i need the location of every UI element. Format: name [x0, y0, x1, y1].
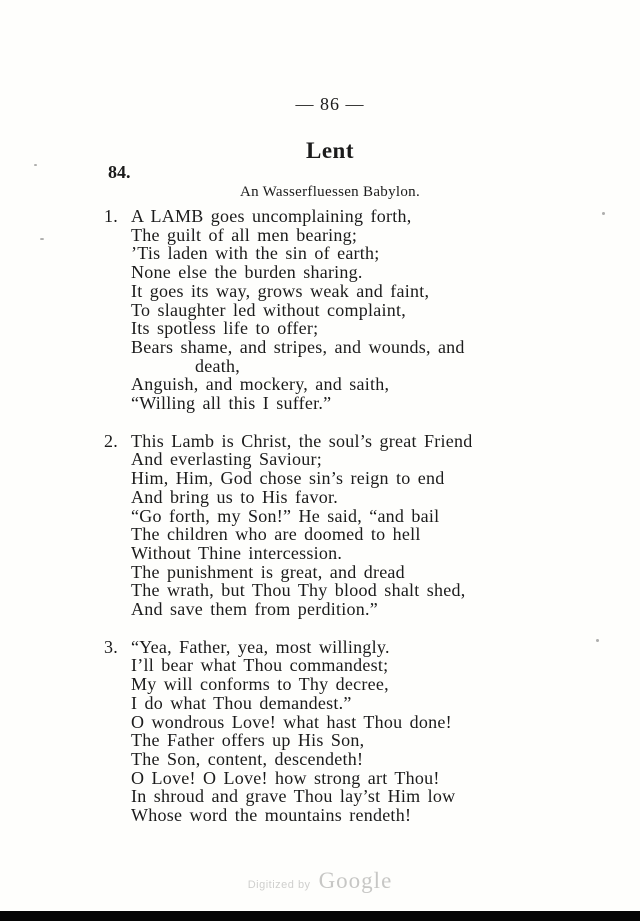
verse-line: Bears shame, and stripes, and wounds, and — [131, 336, 465, 357]
scan-edge-bar — [0, 911, 640, 921]
verse-line: The children who are doomed to hell — [131, 524, 421, 545]
verse-line: death, — [195, 355, 240, 376]
verse-line: Anguish, and mockery, and saith, — [131, 374, 390, 395]
hymn-number: 84. — [108, 162, 131, 182]
hymn-verses — [104, 207, 574, 844]
verse-line: The Father offers up His Son, — [131, 730, 365, 751]
scan-speck — [596, 639, 599, 642]
verse-line: A LAMB goes uncomplaining forth, — [131, 206, 412, 226]
scan-speck — [34, 164, 37, 166]
verse-line: “Yea, Father, yea, most willingly. — [131, 636, 390, 657]
verse-line: Whose word the mountains rendeth! — [131, 805, 412, 826]
scan-speck — [40, 238, 44, 240]
verse-line: I do what Thou demandest.” — [131, 692, 352, 713]
verse-line: The wrath, but Thou Thy blood shalt shed, — [131, 580, 466, 601]
verse-line: O wondrous Love! what hast Thou done! — [131, 711, 452, 732]
scan-speck — [602, 212, 605, 215]
digitization-footer — [0, 868, 640, 894]
verse-line: In shroud and grave Thou lay’st Him low — [131, 786, 456, 807]
verse-line: This Lamb is Christ, the soul’s great Friend — [131, 430, 473, 451]
verse-line: I’ll bear what Thou commandest; — [131, 655, 389, 676]
verse-line: Its spotless life to offer; — [131, 318, 319, 339]
verse-line: O Love! O Love! how strong art Thou! — [131, 767, 440, 788]
hymn-verse — [104, 432, 574, 619]
verse-line: The punishment is great, and dread — [131, 561, 405, 582]
verse-line: It goes its way, grows weak and faint, — [131, 280, 430, 301]
verse-line: None else the burden sharing. — [131, 262, 363, 283]
hymn-verse — [104, 638, 574, 825]
section-title: Lent — [306, 138, 354, 163]
digitized-by-text: Digitized by — [247, 879, 311, 891]
verse-number: 1. — [104, 206, 118, 226]
page-number: — 86 — — [295, 94, 365, 114]
verse-line: “Willing all this I suffer.” — [131, 393, 332, 414]
verse-line: And everlasting Saviour; — [131, 449, 322, 470]
verse-line: The Son, content, descendeth! — [131, 748, 364, 769]
verse-line: The guilt of all men bearing; — [131, 224, 358, 245]
verse-number: 2. — [104, 430, 118, 451]
verse-line: To slaughter led without complaint, — [131, 299, 406, 320]
verse-line: “Go forth, my Son!” He said, “and bail — [131, 505, 440, 526]
tune-title: An Wasserfluessen Babylon. — [239, 184, 421, 200]
verse-line: ’Tis laden with the sin of earth; — [131, 243, 380, 264]
hymn-verse — [104, 207, 574, 413]
verse-number: 3. — [104, 636, 118, 657]
verse-line: And bring us to His favor. — [131, 486, 338, 507]
google-watermark: Google — [318, 868, 393, 893]
verse-line: And save them from perdition.” — [131, 599, 378, 620]
verse-line: Without Thine intercession. — [131, 542, 343, 563]
verse-line: Him, Him, God chose sin’s reign to end — [131, 468, 445, 489]
verse-line: My will conforms to Thy decree, — [131, 674, 389, 695]
